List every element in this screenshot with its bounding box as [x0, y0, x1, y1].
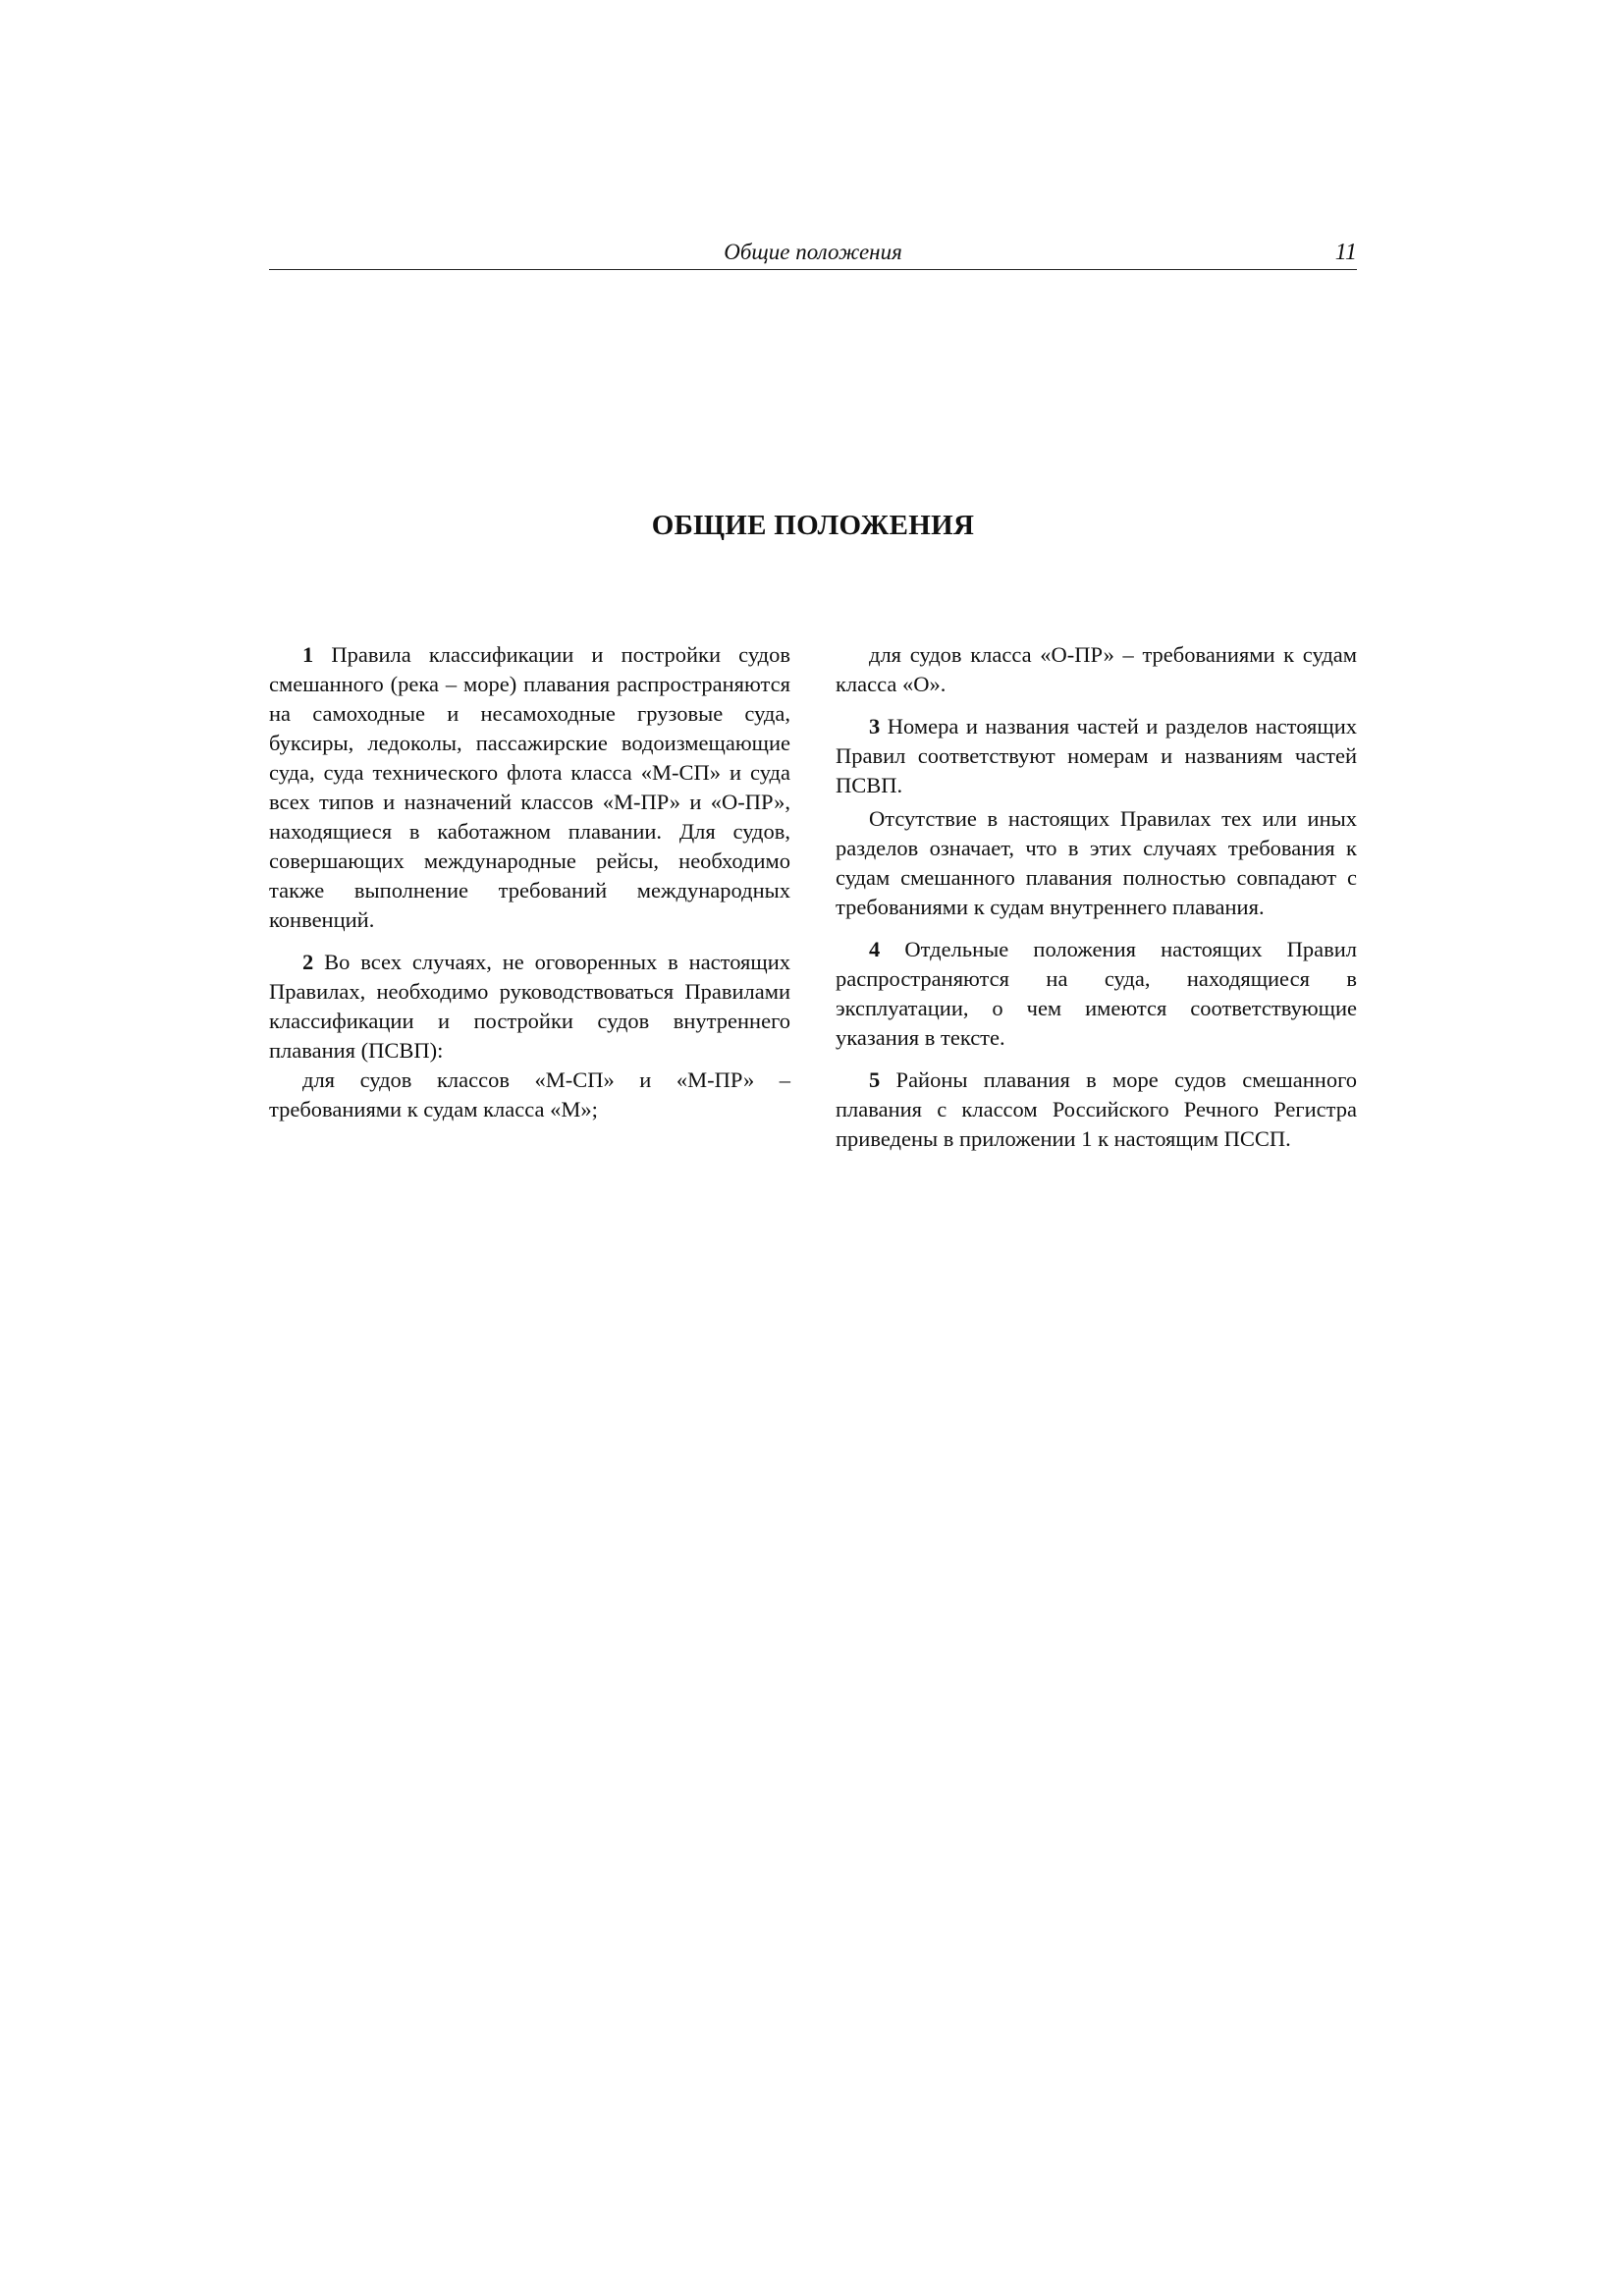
- section-heading: ОБЩИЕ ПОЛОЖЕНИЯ: [651, 510, 975, 541]
- paragraph-2-item-b: для судов класса «О-ПР» – требованиями к судам класса «О».: [836, 642, 1357, 696]
- paragraph-2: [269, 948, 790, 1066]
- page-number: 11: [1334, 240, 1357, 265]
- text-column-left: [269, 640, 790, 1124]
- paragraph-text: Районы плавания в море судов смешанного плавания с классом Российского Речного Регистра приведены в приложении 1 к настоящим ПССП.: [836, 1067, 1357, 1151]
- paragraph-number: 1: [302, 642, 314, 667]
- paragraph-text: Во всех случаях, не оговоренных в настоящих Правилах, необходимо руководствоваться Правилами классификации и постройки судов внутреннего плавания (ПСВП):: [269, 950, 790, 1063]
- paragraph-number: 5: [869, 1067, 881, 1092]
- paragraph-text: Отдельные положения настоящих Правил распространяются на суда, находящиеся в эксплуатации, о чем имеются соответствующие указания в тексте.: [836, 937, 1357, 1050]
- paragraph-5: [836, 1066, 1357, 1154]
- paragraph-text: Номера и названия частей и разделов настоящих Правил соответствуют номерам и названиям частей ПСВП.: [836, 714, 1357, 797]
- paragraph-number: 4: [869, 937, 881, 961]
- text-column-right: [836, 640, 1357, 1154]
- paragraph-3: [836, 712, 1357, 800]
- paragraph-2-item-a: для судов классов «М-СП» и «М-ПР» – требованиями к судам класса «М»;: [269, 1067, 790, 1121]
- paragraph-1: [269, 640, 790, 935]
- running-header: [269, 240, 1357, 270]
- paragraph-text: Правила классификации и постройки судов смешанного (река – море) плавания распространяются на самоходные и несамоходные грузовые суда, буксиры, ледоколы, пассажирские водоизмещающие суда, суда технического флота класса «М-СП» и суда всех типов и назначений классов «М-ПР» и «О-ПР», находящиеся в каботажном плавании. Для судов, совершающих международные рейсы, необходимо также выполнение требований международных конвенций.: [269, 642, 790, 932]
- paragraph-number: 3: [869, 714, 881, 738]
- paragraph-3-continuation: Отсутствие в настоящих Правилах тех или иных разделов означает, что в этих случаях требования к судам смешанного плавания полностью совпадают с требованиями к судам внутреннего плавания.: [836, 806, 1357, 919]
- paragraph-4: [836, 935, 1357, 1053]
- paragraph-number: 2: [302, 950, 314, 974]
- running-title: Общие положения: [724, 240, 902, 264]
